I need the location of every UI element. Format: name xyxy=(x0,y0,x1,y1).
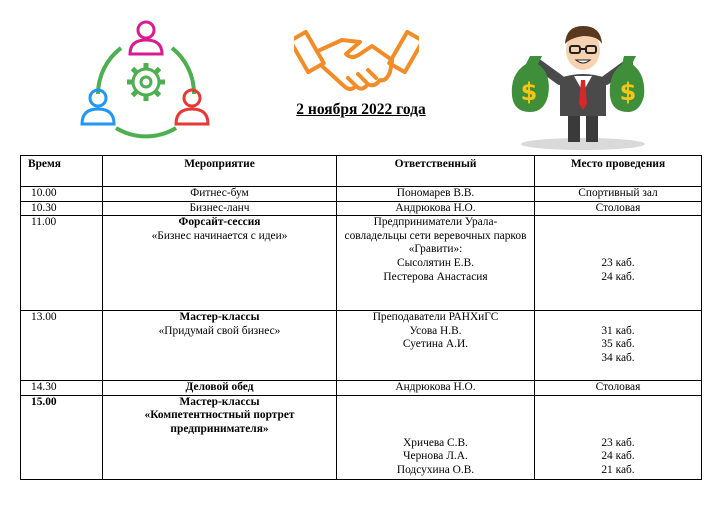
cell-time: 13.00 xyxy=(21,311,103,381)
header-place: Место проведения xyxy=(535,156,702,187)
place-line: 24 каб. xyxy=(601,270,635,283)
responsible-line: Андрюкова Н.О. xyxy=(395,381,476,394)
responsible-line: Подсухина О.В. xyxy=(396,463,475,476)
cell-event xyxy=(103,216,337,311)
cell-time: 10.30 xyxy=(21,201,103,216)
cell-place xyxy=(535,201,702,216)
event-title: Мастер-классы xyxy=(179,311,260,324)
header xyxy=(0,0,720,155)
table-header-row xyxy=(21,156,702,187)
event-line: предпринимателя» xyxy=(170,422,269,435)
header-event: Мероприятие xyxy=(103,156,337,187)
cell-responsible xyxy=(337,395,535,479)
table-row xyxy=(21,201,702,216)
cell-place xyxy=(535,311,702,381)
responsible-line: Усова Н.В. xyxy=(409,324,462,337)
cell-place xyxy=(535,395,702,479)
event-line: «Придумай свой бизнес» xyxy=(158,324,281,337)
responsible-line: Предприниматели Урала- xyxy=(373,216,498,229)
responsible-line: Пестерова Анастасия xyxy=(383,270,488,283)
cell-responsible xyxy=(337,311,535,381)
responsible-line: Преподаватели РАНХиГС xyxy=(372,311,499,324)
cell-place xyxy=(535,187,702,202)
cell-event xyxy=(103,187,337,202)
cell-time: 10.00 xyxy=(21,187,103,202)
svg-text:$: $ xyxy=(619,78,637,106)
table-row xyxy=(21,311,702,381)
event-title: Форсайт-сессия xyxy=(178,216,261,229)
table-row xyxy=(21,381,702,396)
place-line: Столовая xyxy=(595,201,641,214)
place-line: 35 каб. xyxy=(601,338,635,351)
event-title: Мастер-классы xyxy=(179,395,260,408)
place-line: 24 каб. xyxy=(601,450,635,463)
cell-time: 14.30 xyxy=(21,381,103,396)
cell-place xyxy=(535,381,702,396)
cell-time: 15.00 xyxy=(21,395,103,479)
cell-responsible xyxy=(337,187,535,202)
responsible-line: Чернова Л.А. xyxy=(403,450,468,463)
responsible-line: Сысолятин Е.В. xyxy=(396,256,475,269)
responsible-line: Хричева С.В. xyxy=(403,436,468,449)
cell-time: 11.00 xyxy=(21,216,103,311)
table-row xyxy=(21,187,702,202)
team-cycle-icon xyxy=(76,16,216,146)
event-line: Бизнес-ланч xyxy=(189,201,250,214)
place-line: Спортивный зал xyxy=(578,187,658,199)
header-responsible: Ответственный xyxy=(337,156,535,187)
event-line: Фитнес-бум xyxy=(190,187,249,199)
responsible-line: Пономарев В.В. xyxy=(396,187,475,199)
responsible-line: Андрюкова Н.О. xyxy=(395,201,476,214)
cell-place xyxy=(535,216,702,311)
event-line: «Компетентностный портрет xyxy=(144,409,295,422)
page-title: 2 ноября 2022 года xyxy=(296,101,426,118)
event-line: «Бизнес начинается с идеи» xyxy=(151,229,288,242)
header-time: Время xyxy=(21,156,103,187)
place-line: 34 каб. xyxy=(601,351,635,364)
handshake-icon xyxy=(294,20,419,98)
responsible-line: Суетина А.И. xyxy=(402,338,469,351)
businessman-money-icon xyxy=(508,16,658,150)
cell-event xyxy=(103,311,337,381)
place-line: 21 каб. xyxy=(601,463,635,476)
svg-text:$: $ xyxy=(520,78,538,106)
responsible-line: совладельцы сети веревочных парков xyxy=(344,229,527,242)
cell-event xyxy=(103,395,337,479)
responsible-line: «Гравити»: xyxy=(408,243,463,256)
place-line: 23 каб. xyxy=(601,256,635,269)
cell-responsible xyxy=(337,216,535,311)
event-title: Деловой обед xyxy=(185,381,254,394)
place-line: 31 каб. xyxy=(601,324,635,337)
cell-event xyxy=(103,201,337,216)
cell-responsible xyxy=(337,381,535,396)
table-row xyxy=(21,216,702,311)
schedule-table xyxy=(20,155,702,480)
place-line: 23 каб. xyxy=(601,436,635,449)
cell-event xyxy=(103,381,337,396)
table-row xyxy=(21,395,702,479)
place-line: Столовая xyxy=(595,381,641,394)
cell-responsible xyxy=(337,201,535,216)
